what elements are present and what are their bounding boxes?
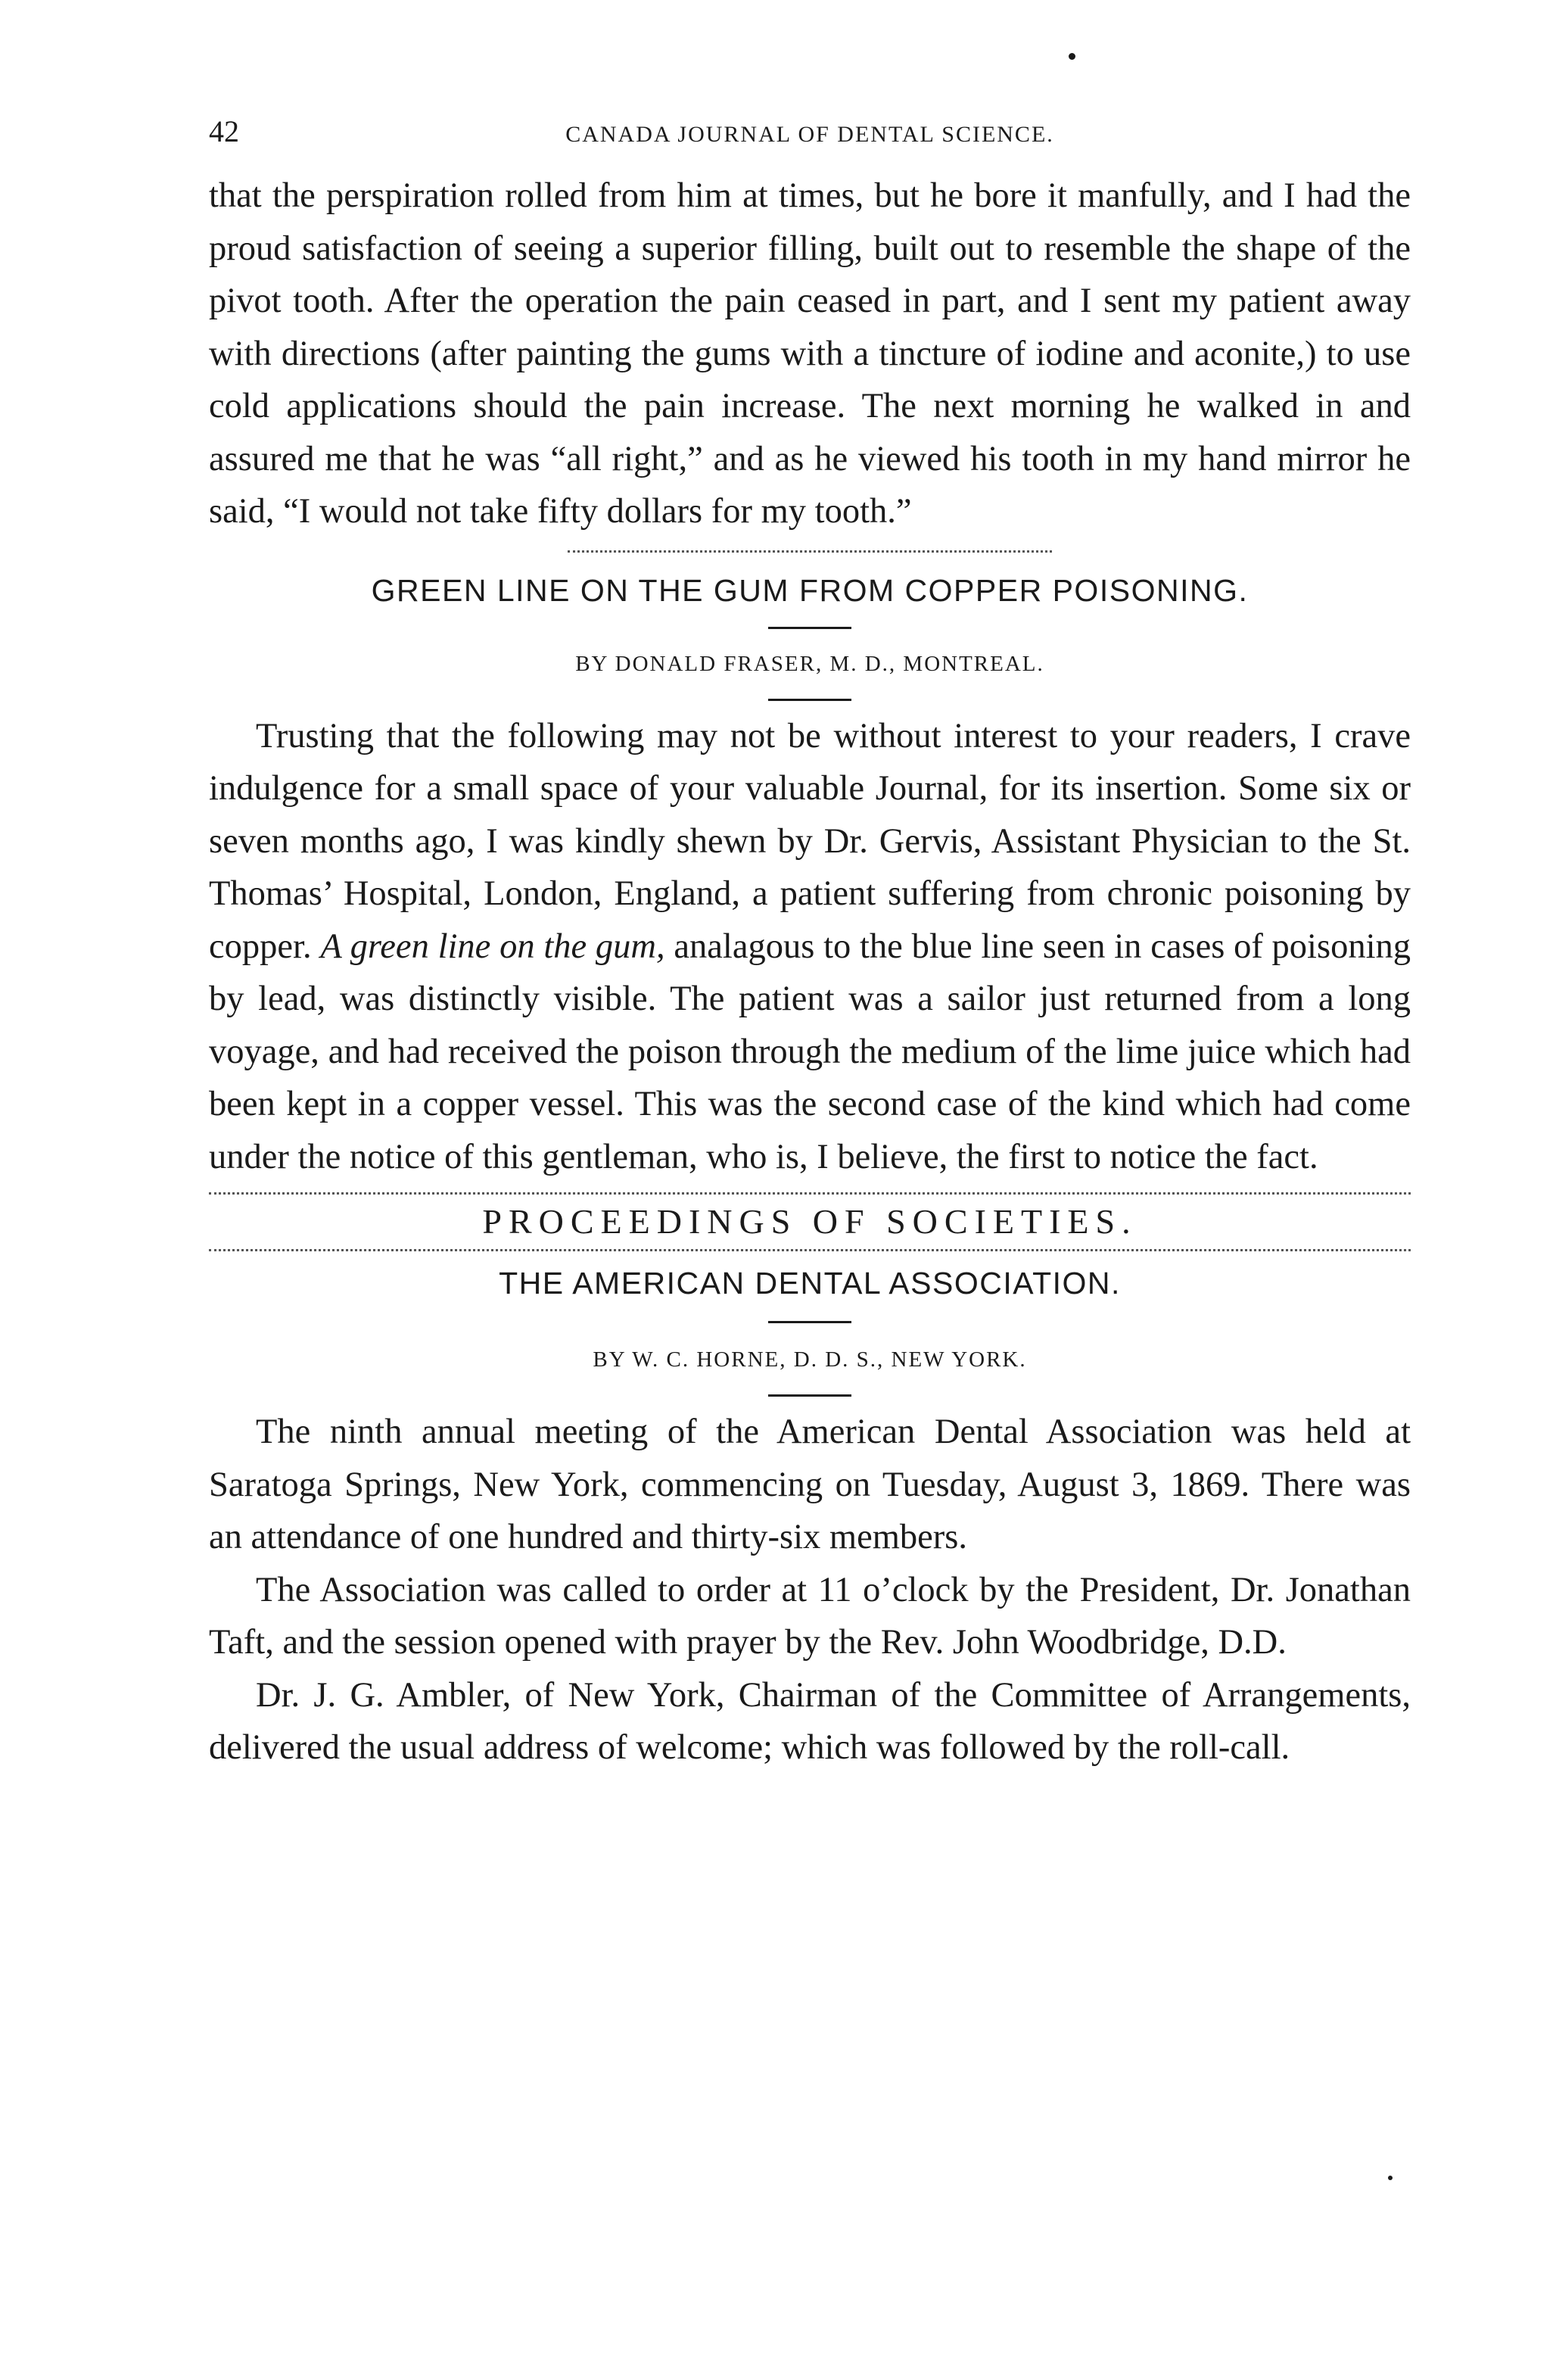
association-paragraph-1: The ninth annual meeting of the American Dental Association was held at Saratoga Springs, New York, commencing on Tuesday, August 3, 1869. There was an attendance of one hundred and thirty-six members. (209, 1413, 1411, 1556)
section-divider (568, 550, 1052, 553)
section-top-rule (209, 1192, 1411, 1195)
stray-margin-dot (1388, 2176, 1393, 2180)
page-number: 42 (209, 114, 239, 148)
article-title-copper-poisoning: GREEN LINE ON THE GUM FROM COPPER POISONING. (371, 572, 1249, 608)
article-body-copper-poisoning (209, 710, 1411, 1184)
continuation-paragraph: that the perspiration rolled from him at times, but he bore it manfully, and I had the proud satisfaction of seeing a superior filling, built out to resemble the shape of the pivot tooth. After the operation the pain ceased in part, and I sent my patient away with directions (after painting the gums with a tincture of iodine and aconite,) to use cold applications should the pain increase. The next morning he walked in and assured me that he was “all right,” and as he viewed his tooth in my hand mirror he said, “I would not take fifty dollars for my tooth.” (209, 176, 1411, 531)
journal-page (209, 114, 1411, 1774)
article-byline-horne: BY W. C. HORNE, D. D. S., NEW YORK. (593, 1347, 1027, 1372)
running-head (209, 114, 1411, 159)
body-text-after-italic: analagous to the blue line seen in cases of poisoning by lead, was distinctly visible. The patient was a sailor just returned from a long voyage, and had received the poison through the medium of the lime juice which had been kept in a copper vessel. This was the second case of the kind which had come under the notice of this gentleman, who is, I believe, the first to notice the fact. (209, 927, 1411, 1176)
association-paragraph-2: The Association was called to order at 11 o’clock by the President, Dr. Jonathan Taft, and the session opened with prayer by the Rev. John Woodbridge, D.D. (209, 1570, 1411, 1662)
title-rule (768, 1321, 851, 1323)
section-title-proceedings: PROCEEDINGS OF SOCIETIES. (482, 1202, 1137, 1241)
byline-rule (768, 699, 851, 701)
article-title-american-dental-association: THE AMERICAN DENTAL ASSOCIATION. (499, 1266, 1121, 1301)
section-bottom-rule (209, 1249, 1411, 1251)
italic-phrase: A green line on the gum, (320, 927, 665, 966)
title-rule (768, 627, 851, 629)
journal-title: CANADA JOURNAL OF DENTAL SCIENCE. (565, 122, 1054, 147)
article-byline-fraser: BY DONALD FRASER, M. D., MONTREAL. (575, 651, 1044, 676)
body-text-before-italic: Trusting that the following may not be without interest to your readers, I crave indulgence for a small space of your valuable Journal, for its insertion. Some six or seven months ago, I was kindly shewn by Dr. Gervis, Assistant Physician to the St. Thomas’ Hospital, London, England, a patient suffering from chronic poisoning by copper. (209, 716, 1411, 966)
stray-print-dot (1069, 53, 1075, 60)
byline-rule (768, 1394, 851, 1397)
association-paragraph-3: Dr. J. G. Ambler, of New York, Chairman of the Committee of Arrangements, delivered the usual address of welcome; which was followed by the roll-call. (209, 1675, 1411, 1767)
